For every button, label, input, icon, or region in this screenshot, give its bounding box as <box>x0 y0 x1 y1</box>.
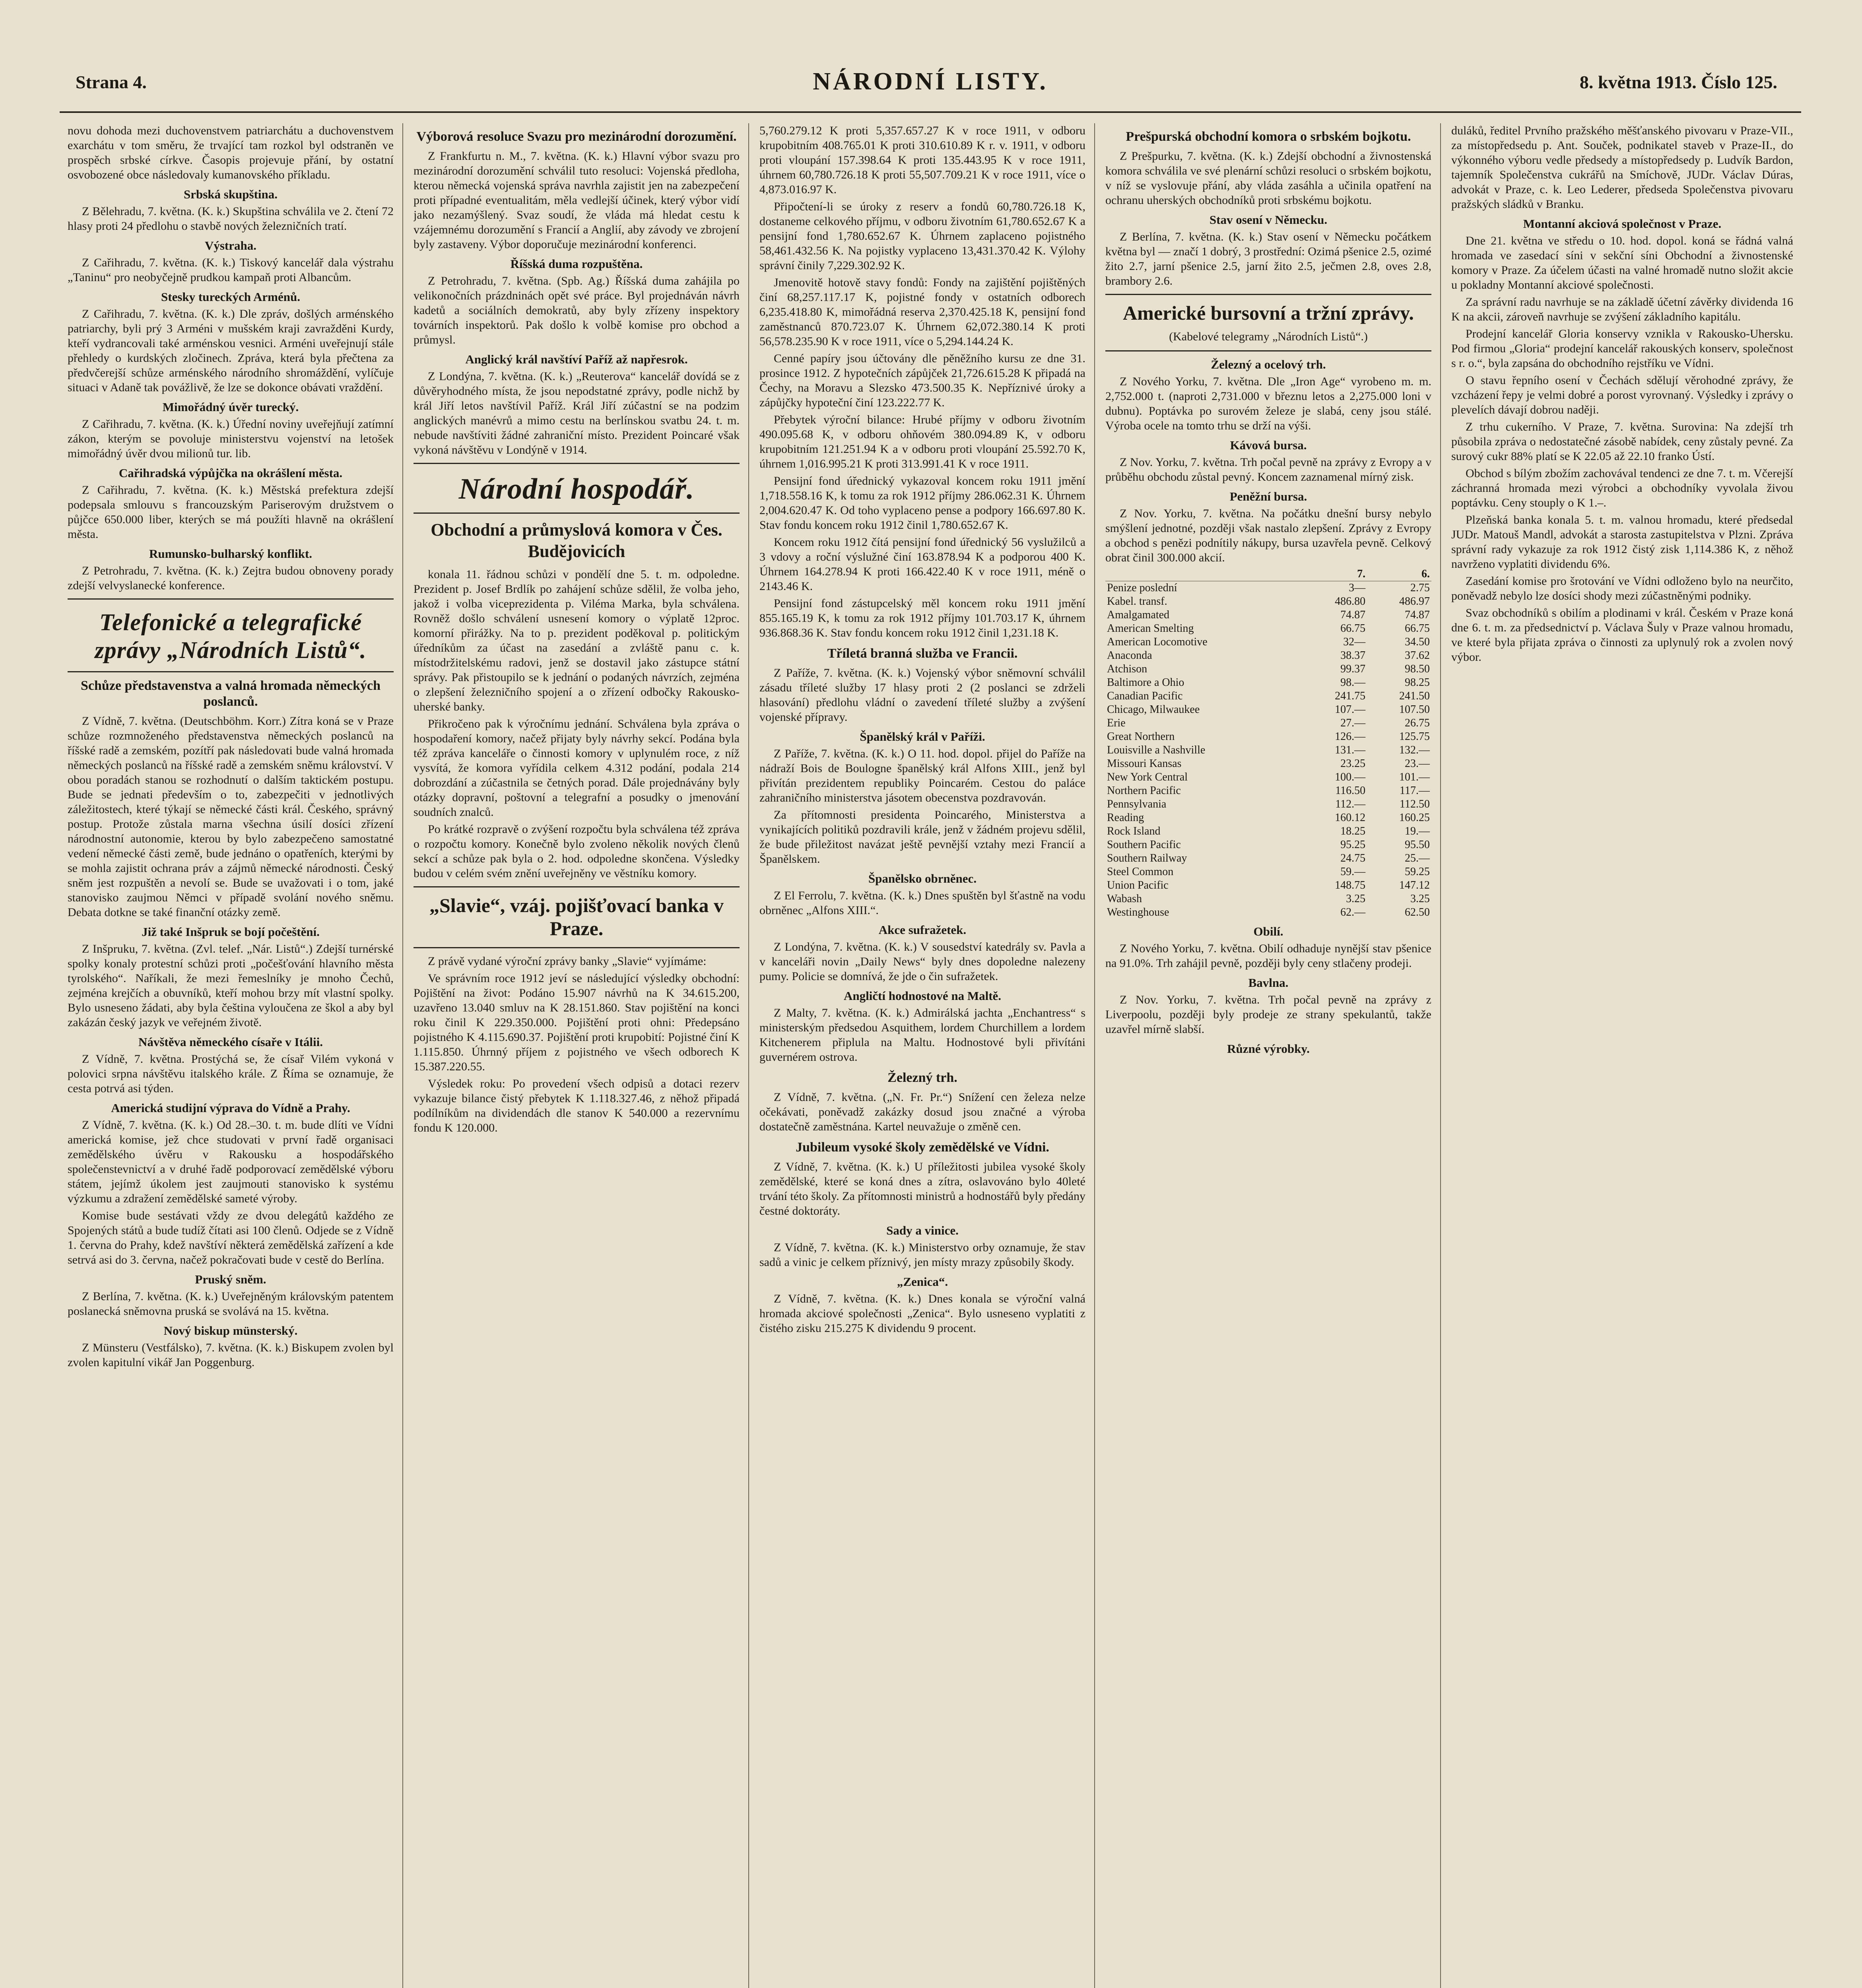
article-heading: Španělský král v Paříži. <box>860 730 985 744</box>
article-paragraph: Koncem roku 1912 čítá pensijní fond úřednický 56 vyslužilců a 3 vdovy a roční výslužné činí 163.878.94 K a podporou 400 K. Úhrnem 164.278.94 K proti 166.422.40 K v roce 1911, méně o 2143.46 K. <box>759 536 1085 593</box>
article-paragraph: Svaz obchodníků s obilím a plodinami v král. Českém v Praze koná dne 6. t. m. za předsednictví p. Václava Šuly v Praze valnou hromadu, ve které byla přijata zpráva o činnosti za uplynulý rok a zvolen nový výbor. <box>1451 606 1793 664</box>
table-row <box>1105 744 1431 757</box>
stock-value-cell: 62.— <box>1340 906 1366 918</box>
stock-value-cell: 23.— <box>1405 757 1430 770</box>
article-heading: Železný a ocelový trh. <box>1211 357 1326 371</box>
article-paragraph: Z Münsteru (Vestfálsko), 7. května. (K. k.) Biskupem zvolen byl zvolen kapitulní vikář Jan Poggenburg. <box>68 1341 394 1369</box>
article-paragraph: Z Nového Yorku, 7. května. Obilí odhaduje nynější stav pšenice na 91.0%. Trh zahájil pevně, později byly ceny stlačeny prodeji. <box>1105 942 1431 970</box>
table-row <box>1105 581 1431 595</box>
column-1 <box>68 123 394 1988</box>
stock-value-cell: 66.75 <box>1405 622 1430 635</box>
article-paragraph: Z Berlína, 7. května. (K. k.) Stav osení v Německu počátkem května byl — značí 1 dobrý, 3 prostřední: Ozimá pšenice 2.5, ozimé žito 2.7, jarní pšenice 2.5, jarní žito 2.5, ječmen 2.8, oves 2.8, brambory 2.6. <box>1105 230 1431 287</box>
article-paragraph: Z Bělehradu, 7. května. (K. k.) Skupština schválila ve 2. čtení 72 hlasy proti 24 předlohu o stavbě nových železničních tratí. <box>68 205 394 233</box>
article-paragraph: Cenné papíry jsou účtovány dle pěněžního kursu ze dne 31. prosince 1912. Z hypotečních zápůjček 21,726.615.28 K připadá na Čechy, na Moravu a Slezsko 473.500.35 K. Nepříznivé úroky a zápůjčky hypoteční činí 123.222.77 K. <box>759 352 1085 409</box>
article-paragraph: Pensijní fond úřednický vykazoval koncem roku 1911 jmění 1,718.558.16 K, k tomu za rok 1912 příjmy 286.062.31 K. Úhrnem 2,004.620.47 K. Od toho vyplaceno pense a podpory 166.697.80 K. Stav fondu koncem roku 1912 činil 1,780.652.67 K. <box>759 474 1085 532</box>
stock-value-cell: 3— <box>1349 582 1366 594</box>
stock-name-cell: Union Pacific <box>1107 879 1169 891</box>
stock-value-cell: 19.— <box>1405 825 1430 837</box>
article-paragraph: Z Vídně, 7. května. (K. k.) Dnes konala se výroční valná hromada akciové společnosti „Zenica“. Bylo usneseno vyplatiti z čistého zisku 215.275 K dividendu 9 procent. <box>759 1292 1085 1335</box>
article-heading: Železný trh. <box>887 1070 957 1085</box>
stock-name-cell: Erie <box>1107 717 1126 729</box>
article-heading: Tříletá branná služba ve Francii. <box>827 646 1018 661</box>
article-paragraph: Plzeňská banka konala 5. t. m. valnou hromadu, které předsedal JUDr. Matouš Mandl, advokát a starosta zastupitelstva v Plzni. Zpráva správní rady vykazuje za rok 1912 čistý zisk 1,114.386 K, z něhož navrženo vyplatiti dividendu 6%. <box>1451 513 1793 571</box>
article-paragraph: Z Vídně, 7. května. (K. k.) Ministerstvo orby oznamuje, že stav sadů a vinic je celkem příznivý, jen místy mrazy způsobily škody. <box>759 1241 1085 1269</box>
table-row <box>1105 689 1431 703</box>
article-paragraph: Připočtení-li se úroky z reserv a fondů 60,780.726.18 K, dostaneme celkového příjmu, v odboru životním 61,780.652.67 K a pensijní fond 1,780.652.67 K. Úhrnem zaplaceno pojistného 58,461.432.56 K. Na pojistky vyplaceno 13,431.370.42 K. Výlohy správní činily 7,229.302.92 K. <box>759 200 1085 272</box>
table-row <box>1105 608 1431 622</box>
stock-value-cell: 99.37 <box>1340 663 1366 675</box>
stock-value-cell: 241.75 <box>1335 690 1366 702</box>
stock-value-cell: 32— <box>1343 636 1366 648</box>
article-paragraph: Z Petrohradu, 7. května. (Spb. Ag.) Říšská duma zahájila po velikonočních prázdninách opět své práce. Byl projednáván návrh kadetů a sociálních demokratů, aby byly zřízeny inspektory továrních inspektorů. Pak došlo k volbě komise pro obchod a průmysl. <box>414 274 740 346</box>
section-subtitle: (Kabelové telegramy „Národních Listů“.) <box>1169 330 1368 343</box>
stock-value-cell: 116.50 <box>1335 784 1366 797</box>
article-heading: Výborová resoluce Svazu pro mezinárodní dorozumění. <box>416 129 737 144</box>
article-paragraph: O stavu řepního osení v Čechách sdělují věrohodné zprávy, že vzcházení řepy je velmi dobré a porost vyrovnaný. Výsledky i zprávy o plevelích dávají dobrou naději. <box>1451 374 1793 416</box>
article-paragraph: Pensijní fond zástupcelský měl koncem roku 1911 jmění 855.165.19 K, k tomu za rok 1912 příjmy 101.703.17 K, úhrnem 936.868.36 K. Stav fondu koncem roku 1912 činil 1,231.18 K. <box>759 597 1085 639</box>
page-number: Strana 4. <box>76 72 147 92</box>
stock-value-cell: 132.— <box>1399 744 1430 756</box>
article-heading: Návštěva německého císaře v Itálii. <box>138 1035 323 1049</box>
table-header-cell <box>1105 567 1303 581</box>
article-heading: Stesky tureckých Arménů. <box>161 290 300 304</box>
table-row <box>1105 730 1431 744</box>
article-heading: Španělsko obrněnec. <box>868 872 977 885</box>
article-paragraph: Z Nov. Yorku, 7. května. Na počátku dnešní bursy nebylo smýšlení jednotné, později však nastalo zlepšení. Zprávy z Evropy a obchod s penězi podnítily nákupy, bursa uzavřela pevně. Celkový obrat činil 300.000 akcií. <box>1105 507 1431 564</box>
stock-value-cell: 27.— <box>1340 717 1366 729</box>
stock-value-cell: 2.75 <box>1410 582 1430 594</box>
article-paragraph: Z Cařihradu, 7. května. (K. k.) Městská prefektura zdejší podepsala smlouvu s francouzským Pariserovým družstvem o půjčce 650.000 liber, kterých se má použíti hlavně na okrášlení města. <box>68 483 394 541</box>
stock-value-cell: 112.50 <box>1400 798 1430 810</box>
article-paragraph: Po krátké rozpravě o zvýšení rozpočtu byla schválena též zpráva o rozpočtu komory. Konečně bylo zvoleno několik nových členů sekcí a schůze pak byla o 2. hod. odpoledne skončena. Výsledky budou v celém svém znění uveřejněny ve věstníku komory. <box>414 823 740 880</box>
stock-value-cell: 241.50 <box>1399 690 1430 702</box>
stock-value-cell: 59.25 <box>1405 866 1430 878</box>
stock-value-cell: 26.75 <box>1405 717 1430 729</box>
section-title: Americké bursovní a tržní zprávy. <box>1123 302 1414 324</box>
article-paragraph: Dne 21. května ve středu o 10. hod. dopol. koná se řádná valná hromada ve zasedací síni v sekční síni Obchodní a živnostenské komory v Praze. Za účelem účasti na valné hromadě nutno složit akcie u pokladny Montanní akciové společnosti. <box>1451 234 1793 291</box>
article-heading: Americká studijní výprava do Vídně a Prahy. <box>111 1101 350 1115</box>
article-paragraph: Z Vídně, 7. května. („N. Fr. Pr.“) Snížení cen železa nelze očekávati, poněvadž zakázky dosud jsou značné a výroba dostatečně zaměstnána. Kartel neuvažuje o změně cen. <box>759 1091 1085 1133</box>
stock-value-cell: 24.75 <box>1340 852 1366 864</box>
article-paragraph: Z právě vydané výroční zprávy banky „Slavie“ vyjímáme: <box>428 955 707 968</box>
article-heading: Kávová bursa. <box>1230 438 1307 452</box>
stock-name-cell: Chicago, Milwaukee <box>1107 703 1200 716</box>
stock-name-cell: Amalgamated <box>1107 609 1170 621</box>
stock-value-cell: 37.62 <box>1405 649 1430 662</box>
article-heading: Nový biskup münsterský. <box>163 1324 298 1338</box>
article-heading: Obilí. <box>1253 924 1283 938</box>
article-paragraph: Z Cařihradu, 7. května. (K. k.) Tiskový kancelář dala výstrahu „Taninu“ pro neobyčejně prudkou kampaň proti Albancům. <box>68 256 394 284</box>
column-5 <box>1451 123 1793 1988</box>
stock-value-cell: 98.50 <box>1405 663 1430 675</box>
article-paragraph: Prodejní kancelář Gloria konservy vznikla v Rakousko-Uhersku. Pod firmou „Gloria“ prodejní kancelář rakouských konserv, společnost s r. o.“, byla zapsána do obchodního rejstříku ve Vídni. <box>1451 327 1793 370</box>
issue-date: 8. května 1913. Číslo 125. <box>1579 72 1777 92</box>
paper-title: NÁRODNÍ LISTY. <box>813 68 1048 95</box>
stock-value-cell: 98.25 <box>1405 676 1430 689</box>
article-paragraph: Z Vídně, 7. května. (K. k.) U příležitosti jubilea vysoké školy zemědělské, které se koná dnes a zítra, oslavováno bylo 40leté trvání této školy. Za přítomnosti ministrů a hodnostářů byly předány čestné doktoráty. <box>759 1160 1085 1217</box>
article-paragraph: Z trhu cukerního. V Praze, 7. května. Surovina: Na zdejší trh působila zpráva o nedostatečné zásobě nabídek, ceny zůstaly pevné. Za surový cukr 88% platí se K 22.05 až 22.10 franko Ústí. <box>1451 420 1793 463</box>
stock-value-cell: 148.75 <box>1335 879 1366 891</box>
stock-name-cell: Northern Pacific <box>1107 784 1181 797</box>
stock-value-cell: 38.37 <box>1340 649 1366 662</box>
table-row <box>1105 906 1431 919</box>
article-heading: Rumunsko-bulharský konflikt. <box>149 547 313 561</box>
article-heading: Říšská duma rozpuštěna. <box>510 257 643 271</box>
table-row <box>1105 852 1431 865</box>
stock-value-cell: 126.— <box>1335 730 1366 743</box>
article-heading: Pruský sněm. <box>195 1272 266 1286</box>
stock-name-cell: Rock Island <box>1107 825 1161 837</box>
column-3 <box>759 123 1085 1988</box>
stock-name-cell: Pennsylvania <box>1107 798 1167 810</box>
stock-name-cell: New York Central <box>1107 771 1188 783</box>
article-paragraph: Z Frankfurtu n. M., 7. května. (K. k.) Hlavní výbor svazu pro mezinárodní dorozumění schválil tuto resoluci: Vojenská předloha, kterou německá vojenská správa navrhla zajistit jen na zabezpečení proti případné eventualitám, měla vedlejší účinek, který výbor vidí jako nezamýšlený. Svaz soudí, že vláda má hledat cestu k vzájemnému dorozumění s Francií a Anglií, aby závody ve zbrojení byly zastaveny. Výbor doporučuje mezinárodní konferenci. <box>414 149 740 251</box>
article-paragraph: Za správní radu navrhuje se na základě účetní závěrky dividenda 16 K na akcii, zároveň navrhuje se zvýšení základního kapitálu. <box>1451 295 1793 323</box>
article-paragraph: Z Petrohradu, 7. května. (K. k.) Zejtra budou obnoveny porady zdejší velvyslanecké konference. <box>68 564 394 592</box>
table-row <box>1105 622 1431 635</box>
stock-name-cell: Wabash <box>1107 893 1142 905</box>
stock-value-cell: 100.— <box>1335 771 1366 783</box>
stock-value-cell: 117.— <box>1400 784 1430 797</box>
article-heading: Anglický král navštíví Paříž až napřesrok. <box>465 352 688 366</box>
column-rule <box>748 123 749 1988</box>
table-row <box>1105 703 1431 716</box>
section-banner <box>68 598 394 672</box>
stock-name-cell: Kabel. transf. <box>1107 595 1167 608</box>
stock-name-cell: Missouri Kansas <box>1107 757 1182 770</box>
stock-value-cell: 107.— <box>1335 703 1366 716</box>
table-row <box>1105 865 1431 879</box>
article-paragraph: Z Berlína, 7. května. (K. k.) Uveřejněným královským patentem poslanecká sněmovna pruská se svolává na 15. května. <box>68 1290 394 1318</box>
section-title: Telefonické a telegrafické zprávy „Národních Listů“. <box>95 609 367 663</box>
stock-name-cell: Atchison <box>1107 663 1147 675</box>
stock-value-cell: 23.25 <box>1340 757 1366 770</box>
table-row <box>1105 879 1431 892</box>
article-paragraph: Z Vídně, 7. května. (Deutschböhm. Korr.) Zítra koná se v Praze schůze rozmnoženého představenstva německých poslanců na říšské radě a zemském, pozítří pak následovati bude valná hromada německých poslanců na říšské radě a zemském sněmu království. V obou poradách stanou se rozhodnutí o dalším taktickém postupu. Bude se jednati především o to, zabezpečiti v jednotlivých záležitostech, které týkají se německé části král. Českého, správný postup. Protože zůstala marna všechna úsilí dosíci zřízení národnostní autonomie, kterou by bylo zabezpečeno samostatné vedení německé části země, bude jednáno o opatřeních, kterými by se mohla zajistit ochrana práv a zájmů německé národnosti. Český sněm jest rozpuštěn a nevolí se. Bude se uvažovati i o tom, jaké stanovisko zaujmou Němci v případě svolání nového sněmu. Debata dotkne se také finanční otázky země. <box>68 714 394 919</box>
stock-value-cell: 131.— <box>1335 744 1366 756</box>
article-paragraph: Výsledek roku: Po provedení všech odpisů a dotaci rezerv vykazuje bilance čistý přebytek K 1.118.327.46, z něhož připadá podílníkům na dividendách dle stanov K 540.000 a rezervnímu fondu K 120.000. <box>414 1077 740 1134</box>
article-paragraph: Z El Ferrolu, 7. května. (K. k.) Dnes spuštěn byl šťastně na vodu obrněnec „Alfons XIII.“. <box>759 889 1085 917</box>
stock-name-cell: Great Northern <box>1107 730 1175 743</box>
newspaper-page <box>60 60 1801 1988</box>
article-paragraph: konala 11. řádnou schůzi v pondělí dne 5. t. m. odpoledne. Prezident p. Josef Brdlík po zahájení schůze sdělil, že volba jeho, jakož i volba viceprezidenta p. Viléma Marka, byla schválena. Rovněž došlo schválení usnesení komory o výplatě 12proc. komorní přirážky. Na to p. prezident poděkoval p. politickým úředníkům za účast na zasedání a zvláště panu c. k. místodržitelskému radovi, jenž se dostavil jako zástupce státní správy. Pak přistoupilo se k jednání o podaných návrzích, zejména o zlepšení železničního spojení a o zřízení odbočky Rakousko-uherské banky. <box>414 568 740 713</box>
article-paragraph: Z Vídně, 7. května. Prostýchá se, že císař Vilém vykoná v polovici srpna návštěvu italského krále. Z Říma se oznamuje, že cesta potrvá asi týden. <box>68 1052 394 1095</box>
article-paragraph: Z Cařihradu, 7. května. (K. k.) Dle zpráv, došlých arménského patriarchy, byli prý 3 Arméni v mušském kraji zavražděni Kurdy, kteří vydrancovali také arménskou vesnici. Arméni uveřejnují stále přehledy o kurdských zločinech. Zpráva, která byla přečtena za předvčerejší schůze arménského národního shromáždění, vylíčuje situaci v Adaně tak povážlivě, že lze se dokonce obávati vraždění. <box>68 307 394 394</box>
article-paragraph: Obchod s bílým zbožím zachovával tendenci ze dne 7. t. m. Včerejší záchranná hromada mezi výrobci a obchodníky vyvolala živou poptávku. Ceny stouply o K 1.–. <box>1451 467 1793 509</box>
article-heading: Peněžní bursa. <box>1229 489 1307 503</box>
stock-value-cell: 486.97 <box>1399 595 1430 608</box>
stock-value-cell: 74.87 <box>1405 609 1430 621</box>
article-paragraph: Z Prešpurku, 7. května. (K. k.) Zdejší obchodní a živnostenská komora schválila ve své plenární schůzi resoluci o srbském bojkotu, v níž se vyslovuje přání, aby vláda zasáhla a učinila opatření na ochranu uherských obchodníků proti srbskému bojkotu. <box>1105 149 1431 207</box>
stock-name-cell: Penize poslední <box>1107 582 1177 594</box>
article-heading: Sady a vinice. <box>886 1223 959 1237</box>
table-header-row <box>1105 567 1431 581</box>
stock-value-cell: 95.50 <box>1405 839 1430 851</box>
stock-value-cell: 95.25 <box>1340 839 1366 851</box>
column-rule <box>1094 123 1095 1988</box>
article-heading: Schůze představenstva a valná hromada německých poslanců. <box>81 678 381 709</box>
stock-name-cell: Canadian Pacific <box>1107 690 1183 702</box>
article-heading: Akce sufražetek. <box>878 923 967 937</box>
article-heading: Prešpurská obchodní komora o srbském bojkotu. <box>1126 129 1411 144</box>
article-paragraph: Ve správním roce 1912 jeví se následující výsledky obchodní: Pojištění na život: Podáno 15.907 návrhů na K 34.615.200, uzavřeno 13.040 smluv na K 28.151.860. Stav pojištění na konci roku činil K 229.350.000. Pojištění proti ohni: Předepsáno pojistného K 4.115.690.37. Pojištění proti krupobití: Pojistné činí K 1.115.850. Úhrnný příjem z pojistného ve všech odborech K 15.387.220.55. <box>414 972 740 1073</box>
article-paragraph: 5,760.279.12 K proti 5,357.657.27 K v roce 1911, v odboru krupobitním 408.765.01 K proti 310.610.89 K r. v. 1911, v odboru proti vloupání 157.398.64 K proti 135.443.95 K v roce 1911, úhrnem 60,780.726.18 K proti 55,507.709.21 K v roce 1911, více o 4,873.016.97 K. <box>759 124 1085 196</box>
stock-value-cell: 3.25 <box>1410 893 1430 905</box>
article-paragraph: Z Londýna, 7. května. (K. k.) V sousedství katedrály sv. Pavla a v kanceláři novin „Daily News“ byly dnes dopoledne nalezeny pumy. Policie se domnívá, že jde o čin sufražetek. <box>759 940 1085 983</box>
stock-value-cell: 66.75 <box>1340 622 1366 635</box>
stock-name-cell: Steel Common <box>1107 866 1174 878</box>
article-paragraph: Z Nového Yorku, 7. května. Dle „Iron Age“ vyrobeno m. m. 2,752.000 t. (naproti 2,731.000 v březnu letos a 2,275.000 loni v dubnu). Poptávka po surovém železe je slabá, ceny jsou stálé. Výroba ocele na tomto trhu se drží na výši. <box>1105 375 1431 432</box>
stock-value-cell: 160.25 <box>1399 812 1430 824</box>
table-header-cell: 6. <box>1367 567 1431 581</box>
table-row <box>1105 676 1431 689</box>
article-paragraph: Za přítomnosti presidenta Poincarého, Ministerstva a vynikajících politiků pozdravili krále, jenž v žádném projevu sdělil, že bude přiležitost navázat ještě pevnější vztahy mezi Francií a Španělskem. <box>759 808 1085 866</box>
stock-value-cell: 25.— <box>1405 852 1430 864</box>
article-paragraph: Přebytek výroční bilance: Hrubé příjmy v odboru životním 490.095.68 K, v odboru ohňovém 380.094.89 K, v odboru krupobitním 121.251.94 K a v odboru proti vloupání 25.592.70 K, úhrnem 1,016.995.21 K proti 313.991.41 K v roce 1911. <box>759 413 1085 470</box>
article-paragraph: Z Malty, 7. května. (K. k.) Admirálská jachta „Enchantress“ s ministerským předsedou Asquithem, lordem Churchillem a lordem Kitchenerem připlula na Maltu. Hodnostové byli přivítáni guvernérem ostrova. <box>759 1006 1085 1064</box>
section-title: Národní hospodář. <box>458 473 695 505</box>
table-row <box>1105 825 1431 838</box>
article-heading: Různé výrobky. <box>1227 1042 1310 1056</box>
stock-name-cell: Anaconda <box>1107 649 1152 662</box>
stock-value-cell: 101.— <box>1399 771 1430 783</box>
article-paragraph: Zasedání komise pro šrotování ve Vídni odloženo bylo na neurčito, poněvadž nebylo lze dosíci shody mezi zúčastněnými podniky. <box>1451 575 1793 602</box>
stock-name-cell: Southern Pacific <box>1107 839 1181 851</box>
article-heading: Výstraha. <box>204 239 257 252</box>
table-row <box>1105 771 1431 784</box>
stock-value-cell: 486.80 <box>1335 595 1366 608</box>
table-row <box>1105 838 1431 852</box>
column-rule <box>1440 123 1441 1988</box>
article-heading-large: Obchodní a průmyslová komora v Čes. Budějovicích <box>431 520 722 561</box>
stock-value-cell: 125.75 <box>1399 730 1430 743</box>
section-banner <box>414 463 740 514</box>
article-heading: Montanní akciová společnost v Praze. <box>1523 217 1722 231</box>
table-row <box>1105 635 1431 649</box>
stock-value-cell: 59.— <box>1340 866 1366 878</box>
stock-value-cell: 74.87 <box>1340 609 1366 621</box>
stock-name-cell: Reading <box>1107 812 1144 824</box>
article-heading-large: „Slavie“, vzáj. pojišťovací banka v Praze. <box>429 894 724 940</box>
table-header-cell: 7. <box>1303 567 1367 581</box>
stock-value-cell: 18.25 <box>1340 825 1366 837</box>
stock-value-cell: 34.50 <box>1405 636 1430 648</box>
table-row <box>1105 811 1431 825</box>
table-row <box>1105 595 1431 608</box>
article-paragraph: Z Londýna, 7. května. (K. k.) „Reuterova“ kancelář dovídá se z důvěryhodného místa, že jsou nepodstatné zprávy, podle nichž by král Jiří letos navštívil Paříž. Král Jiří zúčastní se na podzim anglických manévrů a mimo cestu na berlínskou svatbu 24. t. m. nebude navštíviti žádné zahraniční místo. Prezident Poincaré však vykoná návštěvu v Londýně v 1914. <box>414 370 740 456</box>
stock-name-cell: American Locomotive <box>1107 636 1208 648</box>
stock-name-cell: Westinghouse <box>1107 906 1169 918</box>
stock-name-cell: Southern Railway <box>1107 852 1187 864</box>
section-banner <box>1105 294 1431 351</box>
stock-value-cell: 107.50 <box>1399 703 1430 716</box>
table-row <box>1105 892 1431 906</box>
table-row <box>1105 716 1431 730</box>
article-paragraph: Z Nov. Yorku, 7. května. Trh počal pevně na zprávy z Liverpoolu, později byly prodeje ze strany spekulantů, takže uzavřel mírně slabší. <box>1105 993 1431 1036</box>
article-paragraph: Komise bude sestávati vždy ze dvou delegátů každého ze Spojených států a bude tudíž čítati asi 100 členů. Odjede se z Vídně 1. června do Prahy, kdež navštíví některá zemědělská zařízení a kde setrvá asi do 3. června, načež pokračovati bude v cestě do Berlína. <box>68 1209 394 1266</box>
article-heading: Cařihradská výpůjčka na okrášlení města. <box>118 466 343 480</box>
stock-value-cell: 62.50 <box>1405 906 1430 918</box>
article-paragraph: Z Cařihradu, 7. května. (K. k.) Úřední noviny uveřejňují zatímní zákon, kterým se povoluje ministerstvu vojenství na letošek mimořádný úvěr dvou milionů tur. lib. <box>68 417 394 460</box>
article-heading: Jubileum vysoké školy zemědělské ve Vídni. <box>796 1140 1049 1155</box>
stock-name-cell: Louisville a Nashville <box>1107 744 1206 756</box>
article-paragraph: Jmenovitě hotově stavy fondů: Fondy na zajištění pojištěných činí 68,257.117.17 K, pojistné fondy v ostatních odborech 6,235.418.80 K, mimořádná reserva 2,370.425.18 K, pensijní fond zaměstnanců 870.723.07 K. Úhrnem 62,072.380.14 K proti 56,578.235.90 K v roce 1911, více o 5,294.144.24 K. <box>759 276 1085 348</box>
article-heading: Již také Inšpruk se bojí počeštění. <box>142 925 320 939</box>
column-2 <box>414 123 740 1988</box>
article-paragraph: Přikročeno pak k výročnímu jednání. Schválena byla zpráva o hospodaření komory, načež přijaty byly návrhy sekcí. Podána byla též zpráva kanceláře o činnosti komory v uplynulém roce, z níž vysvítá, že komora vyřídila celkem 4.312 podání, podala 214 dobrozdání a zúčastnila se četných porad. Dále projednávány byly otázky dopravní, poštovní a telegrafní a posudky o jmenování soudních znalců. <box>414 717 740 819</box>
stock-value-cell: 147.12 <box>1399 879 1430 891</box>
table-row <box>1105 757 1431 771</box>
table-row <box>1105 649 1431 662</box>
stock-value-cell: 160.12 <box>1335 812 1366 824</box>
article-heading: Srbská skupština. <box>183 187 278 201</box>
article-paragraph: Z Nov. Yorku, 7. května. Trh počal pevně na zprávy z Evropy a v průběhu obchodu zůstal pevný. Koncem zaznamenal mírný zisk. <box>1105 456 1431 483</box>
article-paragraph: Z Vídně, 7. května. (K. k.) Od 28.–30. t. m. bude dlíti ve Vídni americká komise, jež chce studovati v první řadě organisaci zemědělského úvěru v Rakousku a hospodářského společenstevnictví a v druhé řadě podporovací zemědělské výboru státem, jejímž úkolem jest zaujmouti stanovisko k systému výzkumu a zdražení zemědělské sameté výroby. <box>68 1118 394 1205</box>
table-row <box>1105 662 1431 676</box>
column-4 <box>1105 123 1431 1988</box>
stock-value-cell: 112.— <box>1335 798 1366 810</box>
stock-value-cell: 3.25 <box>1346 893 1366 905</box>
article-paragraph: Z Paříže, 7. května. (K. k.) Vojenský výbor sněmovní schválil zásadu tříleté služby 17 hlasy proti 2 (2 poslanci se zdrželi hlasování) předlohu vládní o zavedení tříleté služby a zvýšení vojenské přípravy. <box>759 666 1085 724</box>
article-heading: Angličtí hodnostové na Maltě. <box>843 989 1002 1003</box>
stock-name-cell: Baltimore a Ohio <box>1107 676 1184 689</box>
article-paragraph: Z Inšpruku, 7. května. (Zvl. telef. „Nár. Listů“.) Zdejší turnérské spolky konaly protestní schůzi proti „počešťování hlavního města tyrolského“. Naříkali, že mezi řemeslníky je mnoho Čechů, zejména krejčích a obuvníků, kteří mohou brzy mít vlastní spolky. Bylo usneseno žádati, aby byla čeština vyloučena ze škol a aby byl zakázán český jazyk ve veřejném životě. <box>68 942 394 1029</box>
article-paragraph: duláků, ředitel Prvního pražského měšťanského pivovaru v Praze-VII., za místopředsedu p. Ant. Souček, podnikatel staveb v Praze-II., do výkonného výboru vedle předsedy a místopředsedy p. Ludvík Bardon, tajemník Společenstva cukrářů na Smíchově, JUDr. Václav Dúras, advokát v Praze, c. k. Leo Lederer, předseda Společenstva pivovaru pražských sládků v Branku. <box>1451 124 1793 211</box>
section-banner <box>414 886 740 948</box>
stock-quotes-table <box>1105 567 1431 919</box>
article-heading: „Zenica“. <box>897 1275 948 1289</box>
table-row <box>1105 784 1431 798</box>
stock-name-cell: American Smelting <box>1107 622 1194 635</box>
article-heading: Bavlna. <box>1248 976 1289 990</box>
column-rule <box>402 123 403 1988</box>
table-row <box>1105 798 1431 811</box>
article-paragraph: novu dohoda mezi duchovenstvem patriarchátu a duchovenstvem exarchátu v tom směru, že trvající tam rozkol byl odstraněn ve prospěch srbské církve. Časopis projevuje přání, by ostatní osvobozené obce následovaly kumanovského příkladu. <box>68 124 394 181</box>
article-heading: Mimořádný úvěr turecký. <box>162 400 299 414</box>
stock-value-cell: 98.— <box>1340 676 1366 689</box>
article-paragraph: Z Paříže, 7. května. (K. k.) O 11. hod. dopol. přijel do Paříže na nádraží Bois de Boulogne španělský král Alfons XIII., jenž byl přivítán prezidentem republiky Poincarém. Cestou do paláce zahraničního ministerstva jásotem obecenstva pozdravován. <box>759 747 1085 804</box>
masthead <box>60 68 1801 113</box>
article-heading: Stav osení v Německu. <box>1209 213 1328 227</box>
